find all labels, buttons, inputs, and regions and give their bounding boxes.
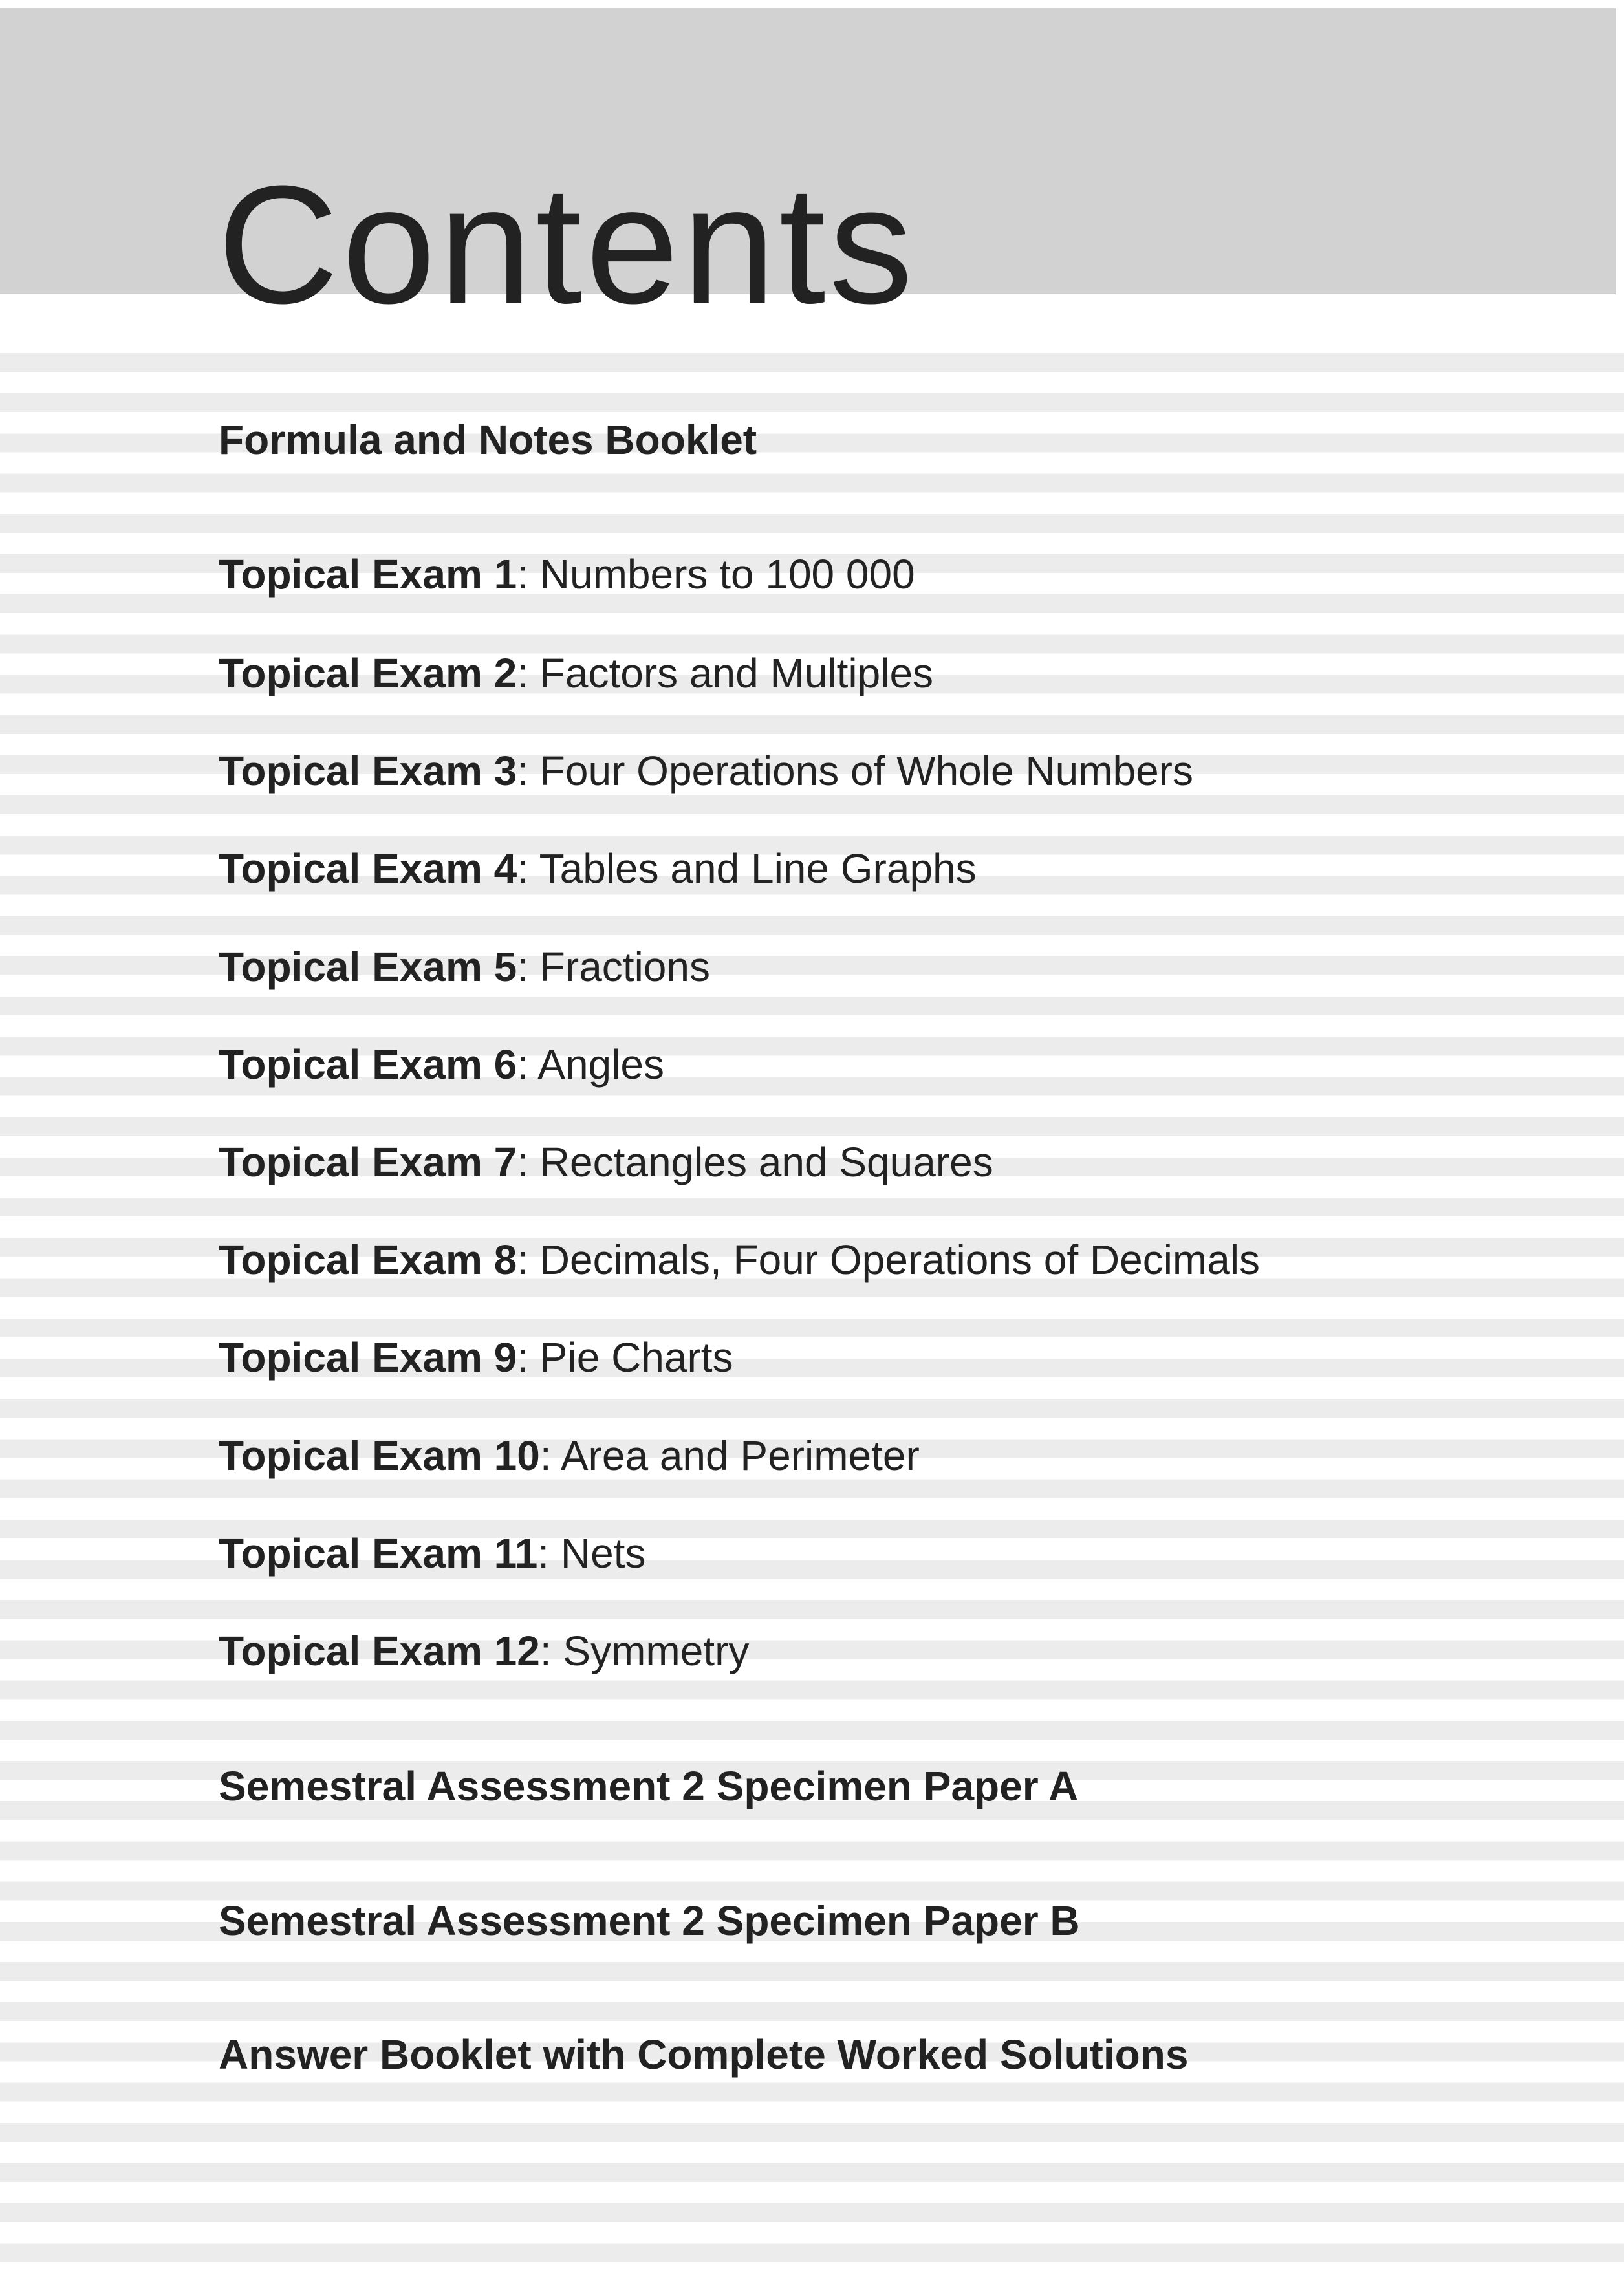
contents-item-topical-exam [219,1333,733,1381]
exam-topic: : Four Operations of Whole Numbers [517,748,1193,794]
exam-label: Topical Exam 7 [219,1139,517,1185]
contents-item-answer-booklet: Answer Booklet with Complete Worked Solutions [219,2031,1189,2078]
exam-label: Topical Exam 6 [219,1041,517,1088]
exam-topic: : Pie Charts [517,1334,733,1381]
exam-label: Topical Exam 3 [219,748,517,794]
striped-background [0,353,1624,2262]
exam-label: Topical Exam 10 [219,1432,540,1479]
contents-item-topical-exam [219,1236,1260,1284]
contents-item-topical-exam [219,845,977,892]
contents-item-topical-exam [219,747,1193,795]
exam-topic: : Decimals, Four Operations of Decimals [517,1236,1261,1283]
exam-label: Topical Exam 12 [219,1628,540,1674]
exam-label: Topical Exam 4 [219,845,517,892]
exam-label: Topical Exam 11 [219,1530,538,1577]
exam-topic: : Nets [537,1530,646,1577]
exam-topic: : Fractions [517,944,710,990]
contents-item-topical-exam [219,649,933,697]
contents-item-topical-exam [219,943,710,991]
exam-topic: : Factors and Multiples [517,650,934,696]
contents-item-topical-exam [219,1627,749,1675]
page-title: Contents [217,151,916,339]
contents-item-topical-exam [219,1041,664,1088]
exam-label: Topical Exam 2 [219,650,517,696]
contents-item-topical-exam [219,1138,993,1186]
exam-topic: : Angles [517,1041,664,1088]
contents-item-formula-booklet: Formula and Notes Booklet [219,416,757,463]
exam-topic: : Tables and Line Graphs [517,845,977,892]
contents-item-topical-exam [219,1432,920,1480]
exam-topic: : Rectangles and Squares [517,1139,993,1185]
contents-item-topical-exam [219,1529,645,1577]
contents-item-specimen-paper-a: Semestral Assessment 2 Specimen Paper A [219,1763,1079,1809]
exam-label: Topical Exam 9 [219,1334,517,1381]
exam-label: Topical Exam 1 [219,551,517,598]
contents-item-topical-exam [219,550,915,598]
exam-topic: : Area and Perimeter [539,1432,920,1479]
exam-topic: : Numbers to 100 000 [517,551,915,598]
exam-label: Topical Exam 5 [219,944,517,990]
contents-item-specimen-paper-b: Semestral Assessment 2 Specimen Paper B [219,1897,1080,1944]
exam-label: Topical Exam 8 [219,1236,517,1283]
exam-topic: : Symmetry [539,1628,750,1674]
